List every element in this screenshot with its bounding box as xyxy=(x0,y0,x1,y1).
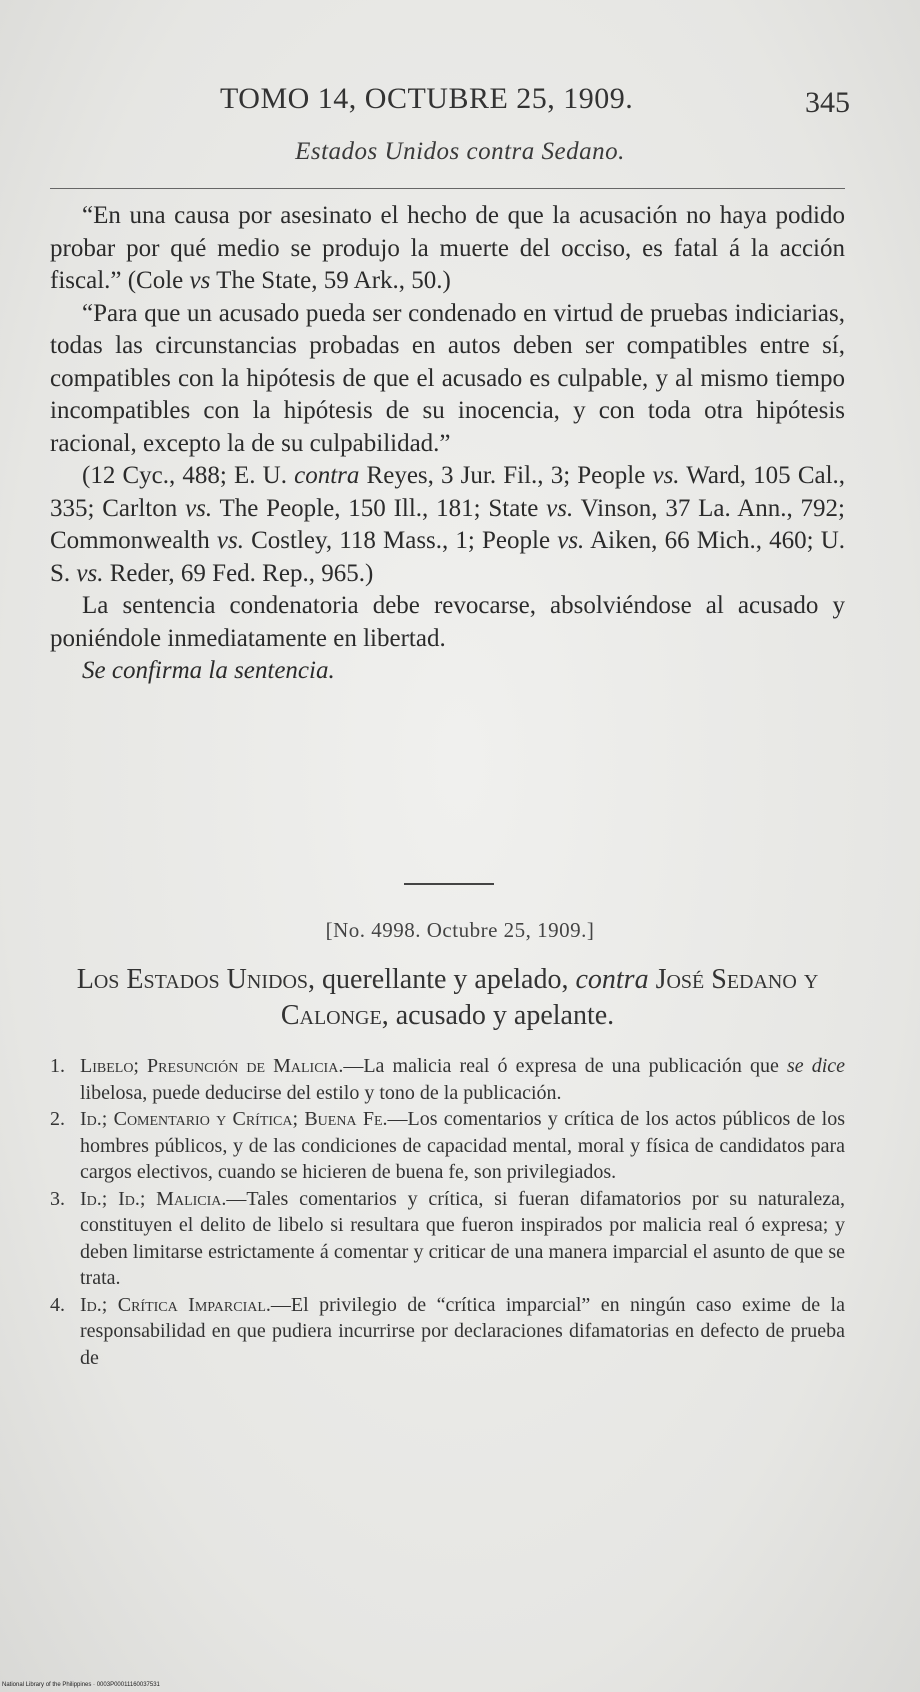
cite-e: Vinson, 37 La. Ann., 792; Commonwealth xyxy=(50,494,846,554)
cite-f: Costley, 118 Mass., 1; People xyxy=(251,527,551,554)
p1-text: “En una causa por asesinato el hecho de que la acusación no haya podido probar por qué medio se produjo la muerte del occiso, es fatal á la acción fiscal.” (Cole xyxy=(50,202,845,294)
cite-vs1: vs. xyxy=(652,462,680,489)
running-head: TOMO 14, OCTUBRE 25, 1909. xyxy=(220,82,634,115)
case-number: [No. 4998. Octubre 25, 1909.] xyxy=(325,918,595,942)
syllabus-heading: Libelo; Presunción de Malicia. xyxy=(80,1055,344,1077)
syllabus-item xyxy=(50,1292,845,1372)
cite-vs6: vs. xyxy=(76,559,104,587)
syllabus-text: —Tales comentarios y crítica, si fueran difamatorios por su naturaleza, constituyen el delito de libelo si resultara que fueron inspirados por malicia real ó expresa; y deben limitarse estrictamente á comentar y criticar de una manera imparcial el asunto de que se trata. xyxy=(80,1187,846,1289)
syllabus-item xyxy=(50,1106,845,1186)
section-divider xyxy=(404,883,494,885)
syllabus-number: 3. xyxy=(50,1187,65,1210)
syllabus-text-2: libelosa, puede deducirse del estilo y tono de la publicación. xyxy=(80,1081,562,1104)
cite-contra: contra xyxy=(294,462,360,489)
cite-vs4: vs. xyxy=(216,527,244,554)
quote-paragraph-2: “Para que un acusado pueda ser condenado en virtud de pruebas indiciarias, todas las circunstancias probadas en autos deben ser compatibles entre sí, compatibles con la hipótesis de que el acusado es culpable, y al mismo tiempo incompatibles con la hipótesis de su inocencia, y con toda otra hipótesis racional, excepto la de su culpabilidad.” xyxy=(50,299,845,457)
page-header xyxy=(50,82,850,122)
cite-vs2: vs. xyxy=(185,494,213,522)
cite-vs3: vs. xyxy=(546,494,574,522)
syllabus-number: 4. xyxy=(50,1293,65,1316)
defendant-role: , acusado y apelante. xyxy=(381,1000,615,1031)
p1-vs: vs xyxy=(189,267,211,294)
cite-h: Reder, 69 Fed. Rep., 965.) xyxy=(109,559,374,587)
header-rule xyxy=(50,188,845,189)
case-parties xyxy=(50,962,845,1034)
syllabus-text: —El privilegio de “crítica imparcial” en ningún caso exime de la responsabilidad en que pudiera incurrirse por declaraciones difamatorias en defecto de prueba de xyxy=(80,1293,845,1369)
syllabus-italic: se dice xyxy=(786,1055,845,1077)
cite-g: Aiken, 66 Mich., 460; U. S. xyxy=(50,527,846,587)
syllabus-number: 2. xyxy=(50,1108,65,1130)
plaintiff-role: , querellante y apelado, xyxy=(308,964,569,995)
plaintiff-name: Los Estados Unidos xyxy=(76,964,309,995)
syllabus-text: —Los comentarios y crítica de los actos públicos de los hombres públicos, y de las condiciones de capacidad mental, moral y física de candidatos para cargos electivos, cuando se hicieren de buena fe, son privilegiados. xyxy=(80,1108,845,1183)
citations-paragraph xyxy=(50,460,845,590)
contra-word: contra xyxy=(575,964,649,995)
cite-a: (12 Cyc., 488; E. U. xyxy=(82,462,287,489)
scan-credit: National Library of the Philippines · 0003P00011160037531 xyxy=(2,1682,160,1688)
page-number: 345 xyxy=(805,86,850,119)
cite-c: Ward, 105 Cal., 335; Carlton xyxy=(50,462,846,522)
syllabus-heading: Id.; Crítica Imparcial. xyxy=(80,1293,271,1316)
cite-vs5: vs. xyxy=(557,527,585,554)
ruling-paragraph: La sentencia condenatoria debe revocarse, absolviéndose al acusado y poniéndole inmediatamente en libertad. xyxy=(50,592,845,652)
syllabus-item xyxy=(50,1053,845,1106)
case-subtitle: Estados Unidos contra Sedano. xyxy=(295,138,625,165)
syllabus-number: 1. xyxy=(50,1055,65,1077)
p1-end: The State, 59 Ark., 50.) xyxy=(216,267,451,294)
judgment-affirmed: Se confirma la sentencia. xyxy=(82,657,335,684)
cite-b: Reyes, 3 Jur. Fil., 3; People xyxy=(366,462,646,489)
syllabus xyxy=(50,1053,845,1371)
cite-d: The People, 150 Ill., 181; State xyxy=(219,494,539,522)
syllabus-item xyxy=(50,1186,845,1292)
syllabus-heading: Id.; Comentario y Crítica; Buena Fe. xyxy=(80,1108,388,1130)
quote-paragraph-1 xyxy=(50,200,845,298)
syllabus-heading: Id.; Id.; Malicia. xyxy=(80,1187,227,1210)
body-text xyxy=(50,200,845,688)
defendant-name: José Sedano y Calonge xyxy=(280,964,819,1031)
syllabus-text: —La malicia real ó expresa de una publicación que xyxy=(343,1055,779,1077)
